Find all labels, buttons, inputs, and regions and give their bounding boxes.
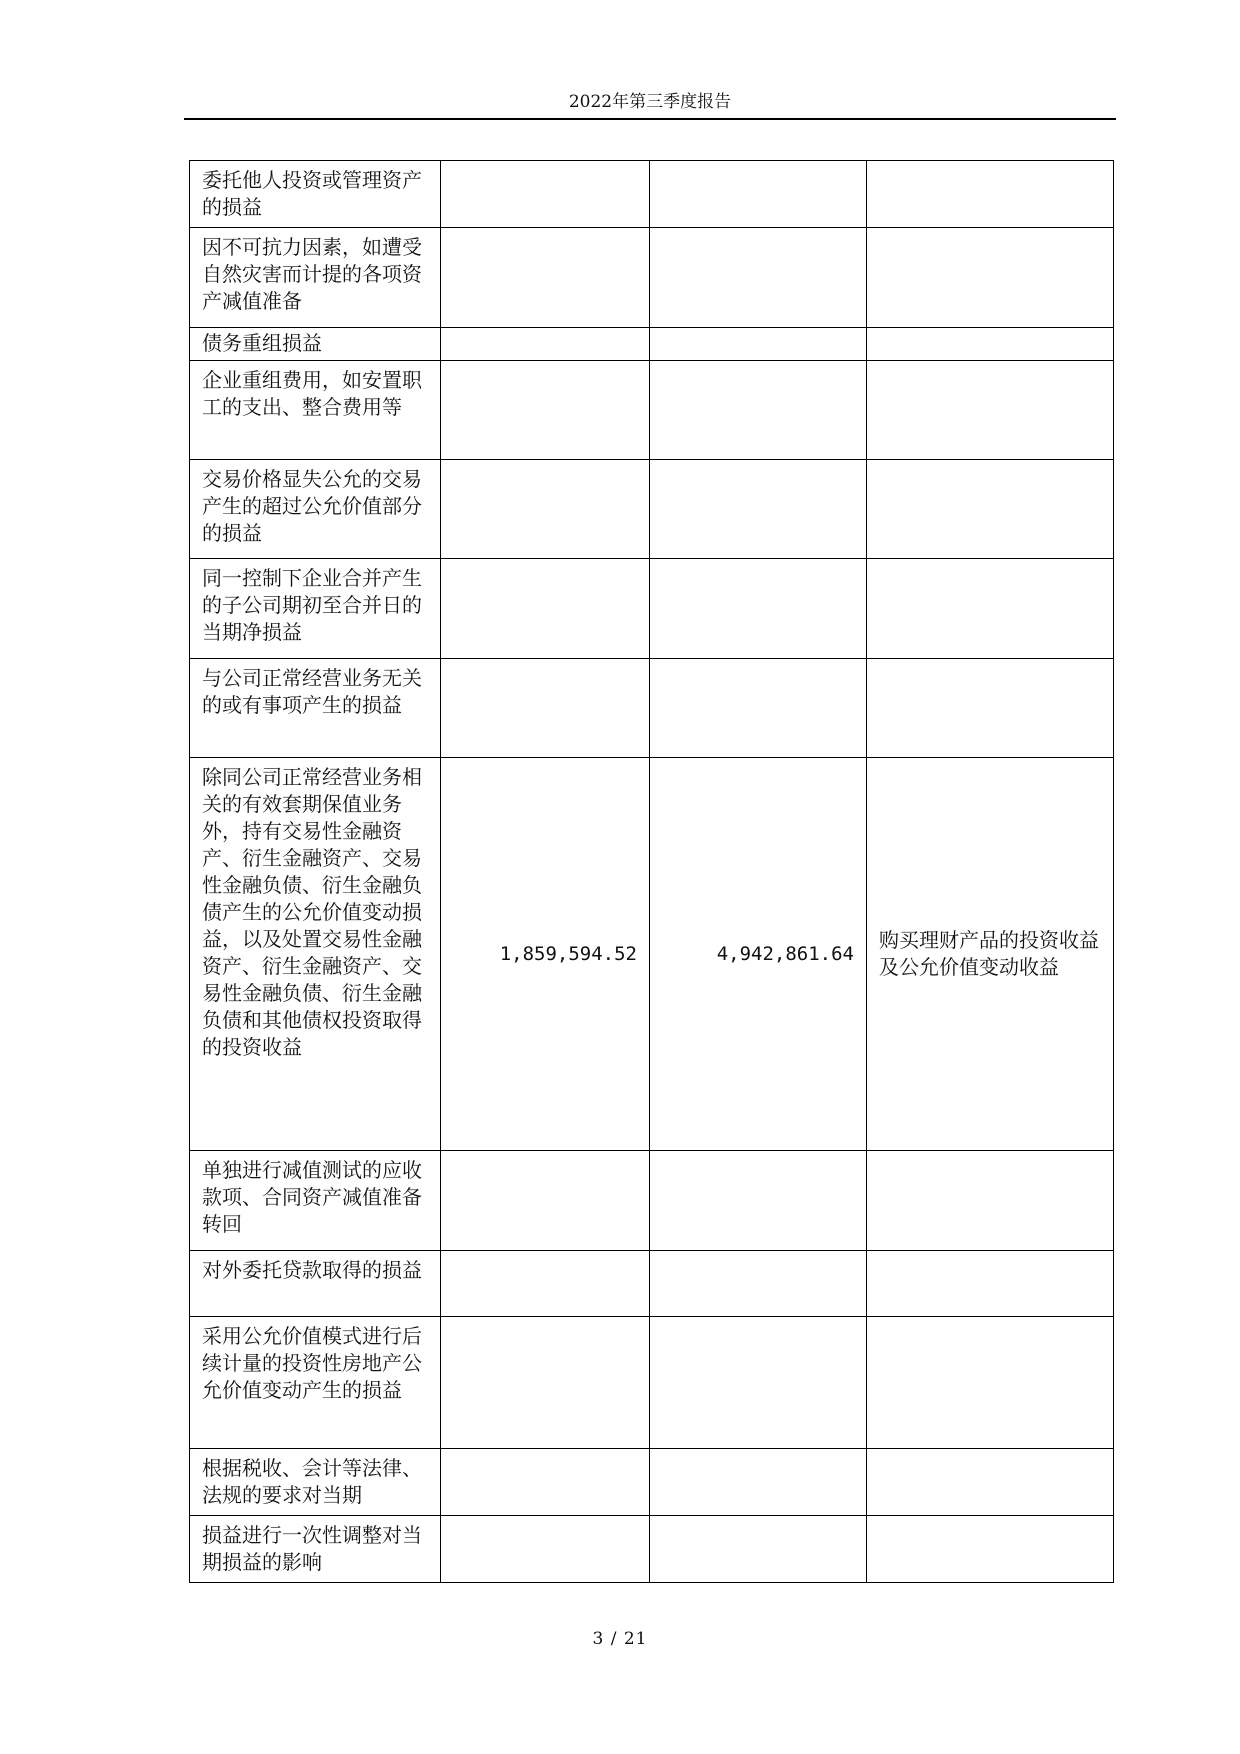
table-row — [190, 758, 1114, 1151]
current-period-amount — [441, 1516, 650, 1583]
note — [867, 559, 1114, 659]
note — [867, 1317, 1114, 1449]
ytd-amount — [650, 1516, 867, 1583]
item-label: 除同公司正常经营业务相关的有效套期保值业务外，持有交易性金融资产、衍生金融资产、交易性金融负债、衍生金融负债产生的公允价值变动损益，以及处置交易性金融资产、衍生金融资产、交易性金融负债、衍生金融负债和其他债权投资取得的投资收益 — [190, 758, 441, 1151]
non-recurring-gains-table — [189, 160, 1114, 1583]
current-period-amount — [441, 1317, 650, 1449]
item-label: 根据税收、会计等法律、法规的要求对当期 — [190, 1449, 441, 1516]
table-row — [190, 1516, 1114, 1583]
item-label: 因不可抗力因素，如遭受自然灾害而计提的各项资产减值准备 — [190, 228, 441, 328]
current-period-amount — [441, 161, 650, 228]
table-row — [190, 361, 1114, 460]
current-period-amount — [441, 1151, 650, 1251]
ytd-amount — [650, 1317, 867, 1449]
note: 购买理财产品的投资收益及公允价值变动收益 — [867, 758, 1114, 1151]
note — [867, 1251, 1114, 1317]
table-row — [190, 1251, 1114, 1317]
table-row — [190, 659, 1114, 758]
note — [867, 161, 1114, 228]
ytd-amount — [650, 161, 867, 228]
current-period-amount: 1,859,594.52 — [441, 758, 650, 1151]
table-row — [190, 161, 1114, 228]
current-period-amount — [441, 460, 650, 559]
current-period-amount — [441, 328, 650, 361]
page-number: 3 / 21 — [592, 1629, 648, 1649]
note — [867, 361, 1114, 460]
ytd-amount — [650, 361, 867, 460]
note — [867, 1449, 1114, 1516]
current-period-amount — [441, 659, 650, 758]
current-period-amount — [441, 228, 650, 328]
note — [867, 1151, 1114, 1251]
note — [867, 228, 1114, 328]
table-row — [190, 1317, 1114, 1449]
table-row — [190, 559, 1114, 659]
note — [867, 659, 1114, 758]
ytd-amount — [650, 1151, 867, 1251]
note — [867, 460, 1114, 559]
table-row — [190, 1449, 1114, 1516]
item-label: 债务重组损益 — [190, 328, 441, 361]
item-label: 单独进行减值测试的应收款项、合同资产减值准备转回 — [190, 1151, 441, 1251]
table-row — [190, 460, 1114, 559]
current-period-amount — [441, 361, 650, 460]
current-period-amount — [441, 1251, 650, 1317]
table-row — [190, 328, 1114, 361]
item-label: 损益进行一次性调整对当期损益的影响 — [190, 1516, 441, 1583]
ytd-amount — [650, 1449, 867, 1516]
note — [867, 328, 1114, 361]
item-label: 委托他人投资或管理资产的损益 — [190, 161, 441, 228]
table-row — [190, 1151, 1114, 1251]
item-label: 交易价格显失公允的交易产生的超过公允价值部分的损益 — [190, 460, 441, 559]
ytd-amount — [650, 460, 867, 559]
ytd-amount: 4,942,861.64 — [650, 758, 867, 1151]
item-label: 采用公允价值模式进行后续计量的投资性房地产公允价值变动产生的损益 — [190, 1317, 441, 1449]
item-label: 同一控制下企业合并产生的子公司期初至合并日的当期净损益 — [190, 559, 441, 659]
item-label: 对外委托贷款取得的损益 — [190, 1251, 441, 1317]
ytd-amount — [650, 1251, 867, 1317]
ytd-amount — [650, 328, 867, 361]
item-label: 与公司正常经营业务无关的或有事项产生的损益 — [190, 659, 441, 758]
ytd-amount — [650, 559, 867, 659]
current-period-amount — [441, 1449, 650, 1516]
current-period-amount — [441, 559, 650, 659]
note — [867, 1516, 1114, 1583]
ytd-amount — [650, 659, 867, 758]
page-header: 2022年第三季度报告 — [184, 88, 1116, 120]
item-label: 企业重组费用，如安置职工的支出、整合费用等 — [190, 361, 441, 460]
ytd-amount — [650, 228, 867, 328]
table-row — [190, 228, 1114, 328]
